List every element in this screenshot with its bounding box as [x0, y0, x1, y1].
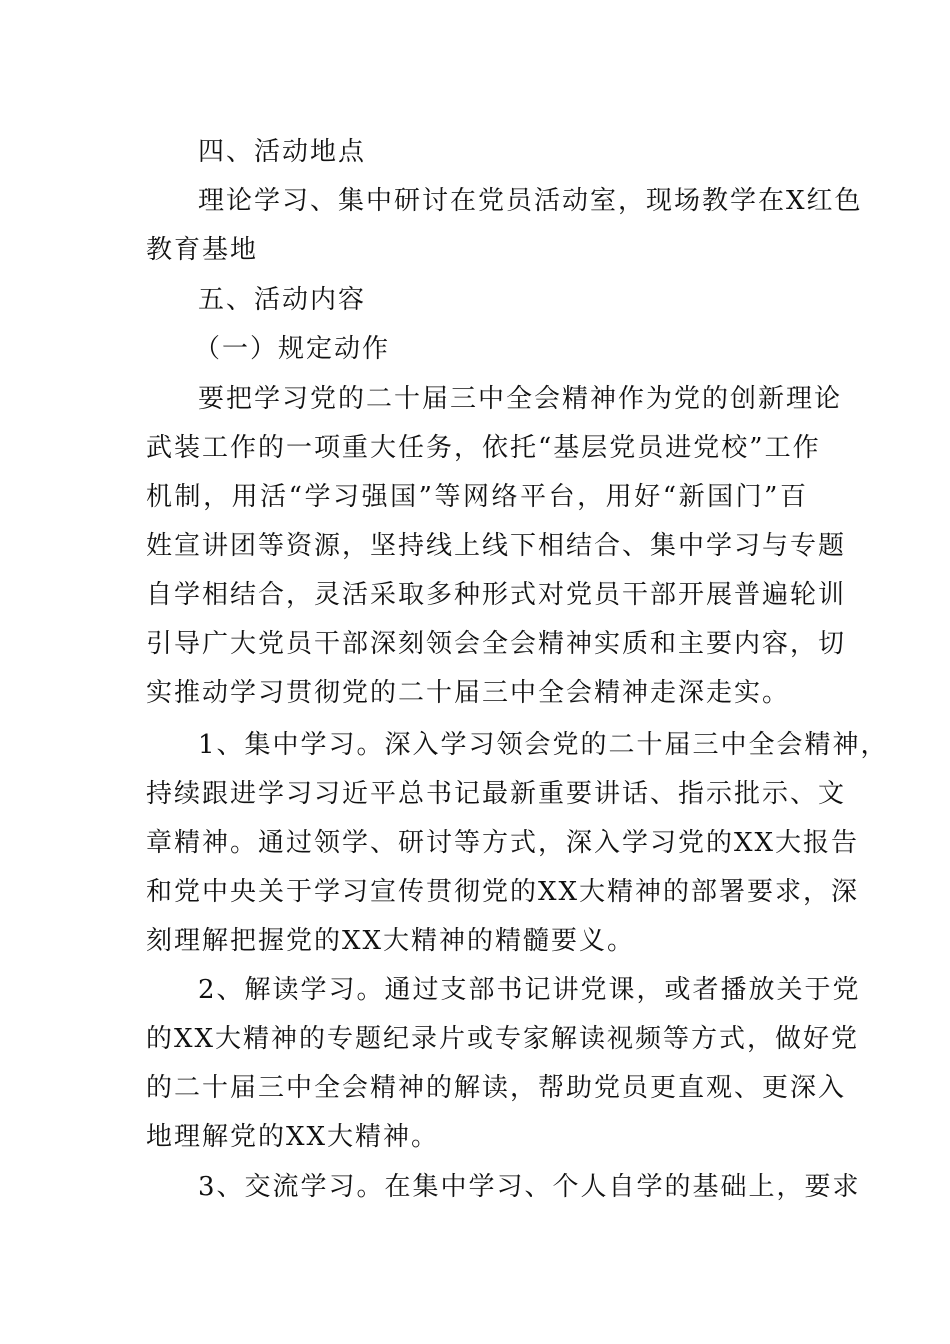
paragraph-line: 姓宣讲团等资源，坚持线上线下相结合、集中学习与专题: [146, 531, 847, 561]
paragraph-line: 的XX大精神的专题纪录片或专家解读视频等方式，做好党: [146, 1024, 860, 1054]
paragraph-line: 持续跟进学习习近平总书记最新重要讲话、指示批示、文: [146, 779, 847, 809]
paragraph-line: 自学相结合，灵活采取多种形式对党员干部开展普遍轮训: [146, 580, 847, 610]
paragraph-line: 引导广大党员干部深刻领会全会精神实质和主要内容，切: [146, 629, 847, 659]
paragraph-line: 1、集中学习。深入学习领会党的二十届三中全会精神，: [198, 730, 889, 760]
location-text-line-1: 理论学习、集中研讨在党员活动室，现场教学在X红色: [198, 186, 863, 216]
heading-activity-content: 五、活动内容: [198, 285, 367, 315]
paragraph-line: 地理解党的XX大精神。: [146, 1122, 440, 1152]
section-location: [146, 128, 863, 275]
paragraph-line: 机制，用活“学习强国”等网络平台，用好“新国门”百: [146, 482, 808, 512]
subheading-required-actions: （一）规定动作: [194, 334, 391, 364]
paragraph-required-actions: [146, 375, 847, 718]
paragraph-line: 章精神。通过领学、研讨等方式，深入学习党的XX大报告: [146, 828, 860, 858]
heading-activity-location: 四、活动地点: [198, 137, 367, 167]
paragraph-line: 刻理解把握党的XX大精神的精髓要义。: [146, 926, 636, 956]
section-content: [146, 276, 808, 374]
paragraph-interpretation-study: [146, 966, 861, 1162]
paragraph-line: 3、交流学习。在集中学习、个人自学的基础上，要求: [198, 1172, 861, 1202]
paragraph-line: 和党中央关于学习宣传贯彻党的XX大精神的部署要求，深: [146, 877, 860, 907]
paragraph-line: 武装工作的一项重大任务，依托“基层党员进党校”工作: [146, 433, 821, 463]
location-text-line-2: 教育基地: [146, 235, 259, 265]
paragraph-line: 实推动学习贯彻党的二十届三中全会精神走深走实。: [146, 678, 791, 708]
paragraph-focused-study: [146, 721, 889, 966]
paragraph-exchange-study: [146, 1163, 861, 1212]
paragraph-line: 要把学习党的二十届三中全会精神作为党的创新理论: [198, 384, 843, 414]
paragraph-line: 的二十届三中全会精神的解读，帮助党员更直观、更深入: [146, 1073, 847, 1103]
paragraph-line: 2、解读学习。通过支部书记讲党课，或者播放关于党: [198, 975, 861, 1005]
